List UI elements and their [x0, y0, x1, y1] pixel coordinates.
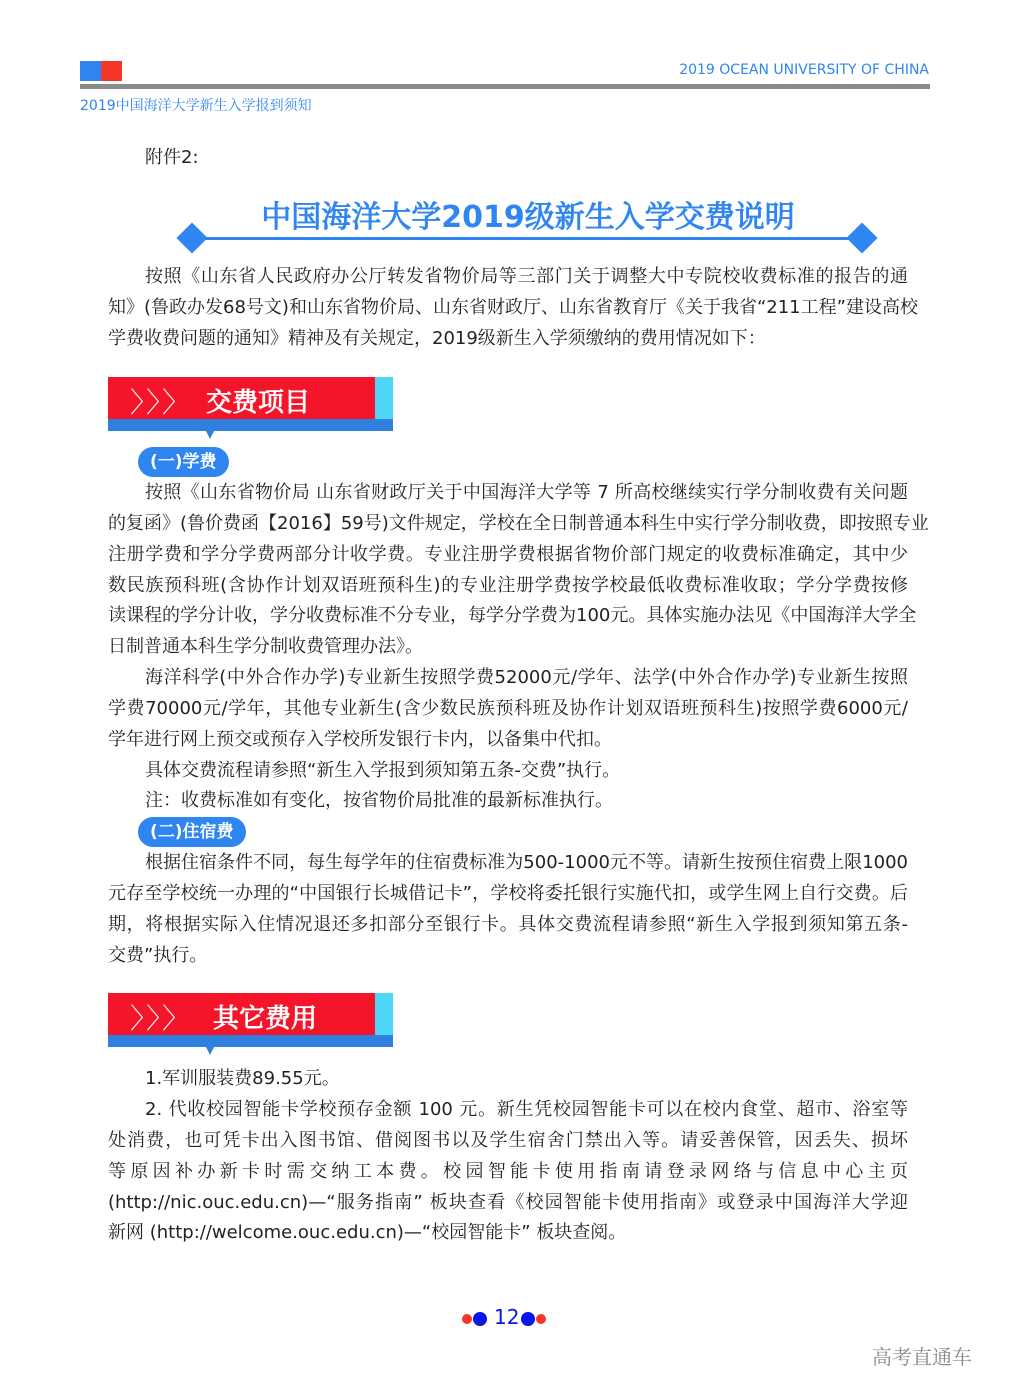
tuition-line: 学费70000元/学年，其他专业新生(含少数民族预科班及协作计划双语班预科生)按照学费6000元/: [108, 698, 908, 719]
watermark: 高考直通车: [872, 1345, 972, 1369]
page-title: 中国海洋大学2019级新生入学交费说明: [261, 200, 795, 235]
badge-housing: (二)住宿费: [138, 817, 246, 847]
housing-line: 期，将根据实际入住情况退还多扣部分至银行卡。具体交费流程请参照“新生入学报到须知第五条-: [108, 914, 908, 935]
section-header-other-fees: [108, 993, 393, 1047]
tuition-line: 的复函》(鲁价费函【2016】59号)文件规定，学校在全日制普通本科生中实行学分制收费，即按照专业: [108, 513, 929, 534]
other-fee-line: (http://nic.ouc.edu.cn)—“服务指南” 板块查看《校园智能卡使用指南》或登录中国海洋大学迎: [108, 1192, 908, 1213]
section-title: 交费项目: [206, 388, 311, 418]
housing-line: 交费”执行。: [108, 945, 208, 966]
tuition-line: 具体交费流程请参照“新生入学报到须知第五条-交费”执行。: [145, 760, 621, 781]
tuition-line: 数民族预科班(含协作计划双语班预科生)的专业注册学费按学校最低收费标准收取；学分学费按修: [108, 575, 908, 596]
tuition-line: 日制普通本科生学分制收费管理办法》。: [108, 636, 423, 657]
tuition-note: 注：收费标准如有变化，按省物价局批准的最新标准执行。: [145, 790, 613, 811]
header-chinese: 2019中国海洋大学新生入学报到须知: [80, 98, 312, 114]
header-rule: [80, 84, 930, 89]
header-english: 2019 OCEAN UNIVERSITY OF CHINA: [679, 62, 929, 78]
other-fee-line: 新网 (http://welcome.ouc.edu.cn)—“校园智能卡” 板块查阅。: [108, 1222, 627, 1243]
housing-line: 根据住宿条件不同，每生每学年的住宿费标准为500-1000元不等。请新生按预住宿费上限1000: [145, 852, 908, 873]
housing-line: 元存至学校统一办理的“中国银行长城借记卡”，学校将委托银行实施代扣，或学生网上自行交费。后: [108, 883, 908, 904]
page-number: 12: [494, 1305, 520, 1329]
chevrons-icon: 〉〉〉: [130, 386, 193, 419]
chevrons-icon: 〉〉〉: [130, 1002, 193, 1035]
other-fee-line: 等原因补办新卡时需交纳工本费。校园智能卡使用指南请登录网络与信息中心主页: [108, 1161, 908, 1182]
section-header-fee-items: [108, 377, 393, 431]
intro-line: 按照《山东省人民政府办公厅转发省物价局等三部门关于调整大中专院校收费标准的报告的通: [145, 266, 908, 287]
badge-tuition: (一)学费: [138, 447, 229, 477]
attachment-label: 附件2:: [145, 147, 199, 168]
section-title: 其它费用: [213, 1004, 318, 1034]
tuition-line: 按照《山东省物价局 山东省财政厅关于中国海洋大学等 7 所高校继续实行学分制收费有关问题: [145, 482, 908, 503]
intro-line: 知》(鲁政办发68号文)和山东省物价局、山东省财政厅、山东省教育厅《关于我省“211工程”建设高校: [108, 297, 918, 318]
other-fee-item: 1.军训服装费89.55元。: [145, 1068, 340, 1089]
tuition-line: 读课程的学分计收，学分收费标准不分专业，每学分学费为100元。具体实施办法见《中国海洋大学全: [108, 605, 917, 626]
tuition-line: 学年进行网上预交或预存入学校所发银行卡内，以备集中代扣。: [108, 729, 612, 750]
logo-red-block: [101, 61, 122, 81]
tuition-line: 海洋科学(中外合作办学)专业新生按照学费52000元/学年、法学(中外合作办学)专业新生按照: [145, 667, 908, 688]
logo-blue-block: [80, 61, 101, 81]
other-fee-line: 处消费，也可凭卡出入图书馆、借阅图书以及学生宿舍门禁出入等。请妥善保管，因丢失、损坏: [108, 1130, 908, 1151]
title-rule: [200, 237, 860, 240]
intro-line: 学费收费问题的通知》精神及有关规定，2019级新生入学须缴纳的费用情况如下：: [108, 328, 766, 349]
tuition-line: 注册学费和学分学费两部分计收学费。专业注册学费根据省物价部门规定的收费标准确定，其中少: [108, 544, 908, 565]
other-fee-line: 2. 代收校园智能卡学校预存金额 100 元。新生凭校园智能卡可以在校内食堂、超市、浴室等: [145, 1099, 908, 1120]
